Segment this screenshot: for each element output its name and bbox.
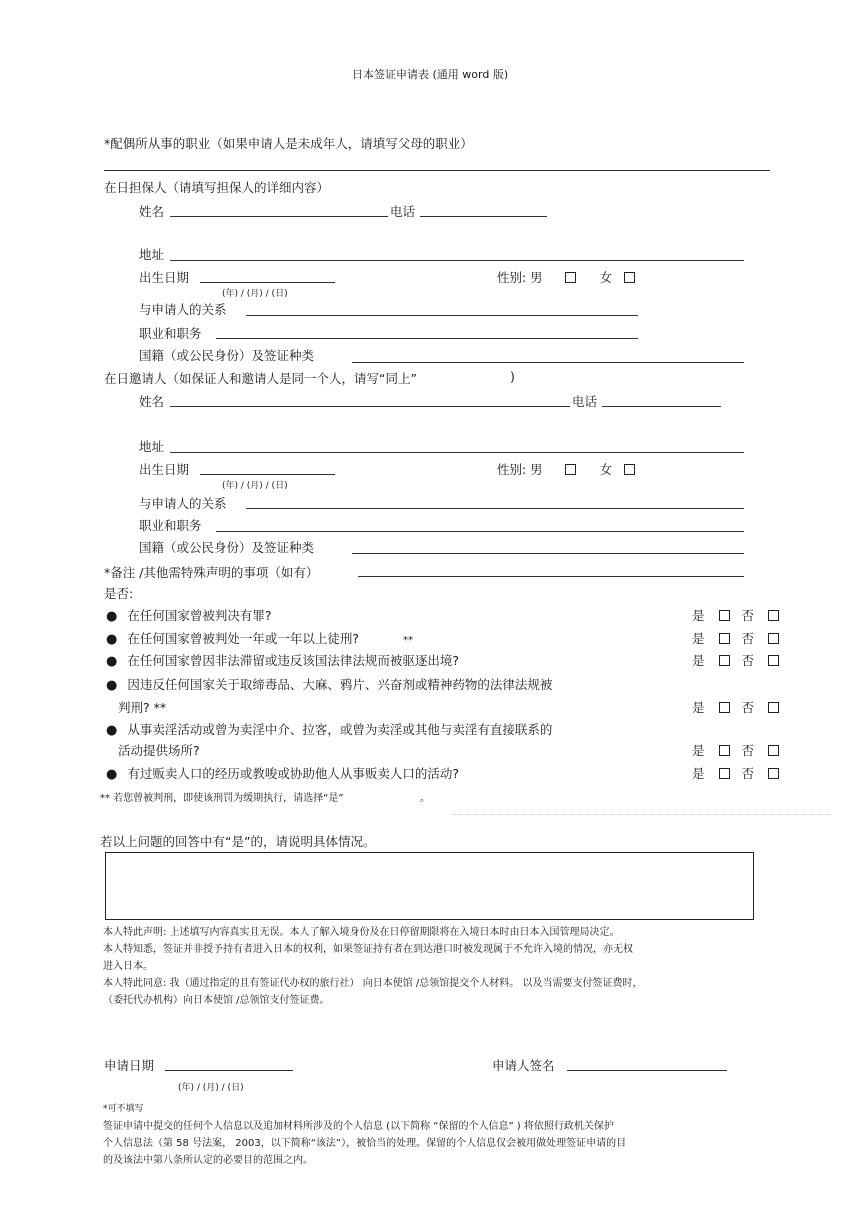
- explain-label: 若以上问题的回答中有“是”的，请说明具体情况。: [100, 834, 376, 849]
- declaration-line: 本人特知悉，签证并非授予持有者进入日本的权利，如果签证持有者在到达港口时被发现属于不允许入境的情况，亦无权: [103, 944, 633, 955]
- question-text-continued: 判刑? **: [118, 700, 167, 715]
- guarantor-dob-label: 出生日期: [139, 270, 190, 285]
- guarantor-header: 在日担保人（请填写担保人的详细内容）: [104, 180, 330, 195]
- question-item: [106, 629, 413, 647]
- yes-label: 是: [692, 766, 705, 781]
- no-label: 否: [741, 743, 754, 758]
- explain-textarea[interactable]: [105, 852, 754, 920]
- declaration-line: 本人特此声明: 上述填写内容真实且无误。本人了解入境身份及在日停留期限将在入境日本时由日本入国管理局决定。: [103, 927, 620, 938]
- question-item: [106, 651, 459, 669]
- inviter-dob-hint: (年) / (月) / (日): [222, 481, 288, 491]
- guarantor-gender: [497, 268, 635, 286]
- faint-divider: [452, 814, 832, 815]
- question-text: 在任何国家曾被判处一年或一年以上徒刑?: [127, 631, 359, 646]
- guarantor-address-field[interactable]: [170, 260, 744, 261]
- footnote: ** 若您曾被判刑，即使该刑罚为缓期执行，请选择“是”: [100, 793, 344, 804]
- no-checkbox[interactable]: [768, 768, 779, 779]
- guarantor-address-label: 地址: [139, 247, 165, 262]
- guarantor-dob-hint: (年) / (月) / (日): [222, 289, 288, 299]
- inviter-occupation-label: 职业和职务: [139, 518, 202, 533]
- question-item: [106, 764, 459, 782]
- yes-label: 是: [692, 631, 705, 646]
- inviter-male-checkbox[interactable]: [565, 464, 576, 475]
- inviter-phone-label: 电话: [572, 394, 598, 409]
- guarantor-phone-label: 电话: [390, 204, 416, 219]
- spouse-occupation-field[interactable]: [104, 170, 770, 171]
- questions-intro: 是否:: [104, 586, 134, 601]
- question-text: 有过贩卖人口的经历或教唆或协助他人从事贩卖人口的活动?: [127, 766, 459, 781]
- signature-label: 申请人签名: [492, 1058, 555, 1073]
- remarks-label: *备注 /其他需特殊声明的事项（如有）: [104, 565, 319, 580]
- question-item: [106, 606, 271, 624]
- no-label: 否: [741, 608, 754, 623]
- guarantor-male-checkbox[interactable]: [565, 272, 576, 283]
- inviter-address-field[interactable]: [170, 452, 744, 453]
- inviter-name-field[interactable]: [170, 406, 570, 407]
- question-item: [106, 675, 552, 693]
- declaration-line: （委托代办机构）向日本使馆 /总领馆支付签证费。: [103, 995, 330, 1006]
- guarantor-female-label: 女: [599, 270, 613, 285]
- guarantor-occupation-label: 职业和职务: [139, 326, 202, 341]
- inviter-gender-label: 性别: 男: [497, 462, 543, 477]
- question-answer: [690, 764, 779, 782]
- yes-label: 是: [692, 700, 705, 715]
- question-text: 在任何国家曾被判决有罪?: [127, 608, 272, 623]
- not-required-note: *可不填写: [103, 1104, 144, 1114]
- application-date-field[interactable]: [165, 1070, 293, 1071]
- spouse-occupation-label: *配偶所从事的职业（如果申请人是未成年人，请填写父母的职业）: [104, 136, 473, 151]
- no-checkbox[interactable]: [768, 655, 779, 666]
- bullet-icon: ●: [106, 654, 118, 669]
- inviter-dob-field[interactable]: [200, 474, 335, 475]
- yes-checkbox[interactable]: [719, 633, 730, 644]
- question-answer: [690, 741, 779, 759]
- no-checkbox[interactable]: [768, 702, 779, 713]
- inviter-female-checkbox[interactable]: [624, 464, 635, 475]
- no-label: 否: [741, 766, 754, 781]
- no-checkbox[interactable]: [768, 633, 779, 644]
- application-date-label: 申请日期: [104, 1058, 155, 1073]
- inviter-female-label: 女: [599, 462, 613, 477]
- yes-checkbox[interactable]: [719, 702, 730, 713]
- bullet-icon: ●: [106, 723, 118, 738]
- yes-label: 是: [692, 743, 705, 758]
- inviter-nationality-field[interactable]: [352, 553, 744, 554]
- question-text: 在任何国家曾因非法滞留或违反该国法律法规而被驱逐出境?: [127, 653, 459, 668]
- footnote-end: 。: [420, 793, 430, 804]
- bullet-icon: ●: [106, 609, 118, 624]
- privacy-line: 签证申请中提交的任何个人信息以及追加材料所涉及的个人信息 (以下简称 “保留的个人信息” ) 将依照行政机关保护: [103, 1121, 614, 1132]
- guarantor-occupation-field[interactable]: [216, 338, 638, 339]
- yes-label: 是: [692, 653, 705, 668]
- no-label: 否: [741, 700, 754, 715]
- question-answer: [690, 606, 779, 624]
- inviter-phone-field[interactable]: [602, 406, 721, 407]
- remarks-field[interactable]: [358, 576, 744, 577]
- question-text-continued: 活动提供场所?: [118, 743, 200, 758]
- inviter-header-close: ): [510, 369, 515, 384]
- guarantor-phone-field[interactable]: [420, 216, 547, 217]
- bullet-icon: ●: [106, 767, 118, 782]
- question-answer: [690, 698, 779, 716]
- question-footnote-mark: **: [402, 635, 413, 646]
- yes-checkbox[interactable]: [719, 768, 730, 779]
- inviter-gender: [497, 460, 635, 478]
- no-label: 否: [741, 631, 754, 646]
- question-answer: [690, 629, 779, 647]
- inviter-occupation-field[interactable]: [216, 531, 744, 532]
- no-checkbox[interactable]: [768, 610, 779, 621]
- inviter-name-label: 姓名: [139, 394, 165, 409]
- yes-checkbox[interactable]: [719, 610, 730, 621]
- signature-field[interactable]: [567, 1070, 727, 1071]
- inviter-relation-label: 与申请人的关系: [139, 496, 227, 511]
- inviter-relation-field[interactable]: [246, 508, 744, 509]
- guarantor-relation-label: 与申请人的关系: [139, 302, 227, 317]
- question-item: [106, 720, 552, 738]
- inviter-dob-label: 出生日期: [139, 462, 190, 477]
- declaration-line: 进入日本。: [103, 961, 153, 972]
- page-title: 日本签证申请表 (通用 word 版): [352, 68, 509, 81]
- guarantor-name-field[interactable]: [170, 216, 388, 217]
- guarantor-dob-field[interactable]: [200, 282, 335, 283]
- bullet-icon: ●: [106, 678, 118, 693]
- no-checkbox[interactable]: [768, 745, 779, 756]
- guarantor-gender-label: 性别: 男: [497, 270, 543, 285]
- privacy-line: 的及该法中第八条所认定的必要目的范围之内。: [103, 1155, 313, 1166]
- guarantor-nationality-label: 国籍（或公民身份）及签证种类: [139, 348, 315, 363]
- inviter-address-label: 地址: [139, 439, 165, 454]
- question-text: 从事卖淫活动或曾为卖淫中介、拉客，或曾为卖淫或其他与卖淫有直接联系的: [127, 722, 553, 737]
- inviter-header: 在日邀请人（如保证人和邀请人是同一个人，请写“同上”: [104, 371, 417, 386]
- guarantor-female-checkbox[interactable]: [624, 272, 635, 283]
- yes-checkbox[interactable]: [719, 745, 730, 756]
- yes-checkbox[interactable]: [719, 655, 730, 666]
- inviter-nationality-label: 国籍（或公民身份）及签证种类: [139, 540, 315, 555]
- no-label: 否: [741, 653, 754, 668]
- privacy-line: 个人信息法（第 58 号法案， 2003，以下简称“该法”），被恰当的处理。保留的个人信息仅会被用做处理签证申请的目: [103, 1138, 627, 1149]
- bullet-icon: ●: [106, 632, 118, 647]
- declaration-line: 本人特此同意: 我（通过指定的且有签证代办权的旅行社） 向日本使馆 /总领馆提交个人材料。 以及当需要支付签证费时，: [103, 978, 643, 989]
- application-date-hint: (年) / (月) / (日): [178, 1083, 244, 1093]
- guarantor-nationality-field[interactable]: [352, 362, 744, 363]
- guarantor-relation-field[interactable]: [246, 315, 638, 316]
- question-text: 因违反任何国家关于取缔毒品、大麻、鸦片、兴奋剂或精神药物的法律法规被: [127, 677, 553, 692]
- question-answer: [690, 651, 779, 669]
- yes-label: 是: [692, 608, 705, 623]
- guarantor-name-label: 姓名: [139, 204, 165, 219]
